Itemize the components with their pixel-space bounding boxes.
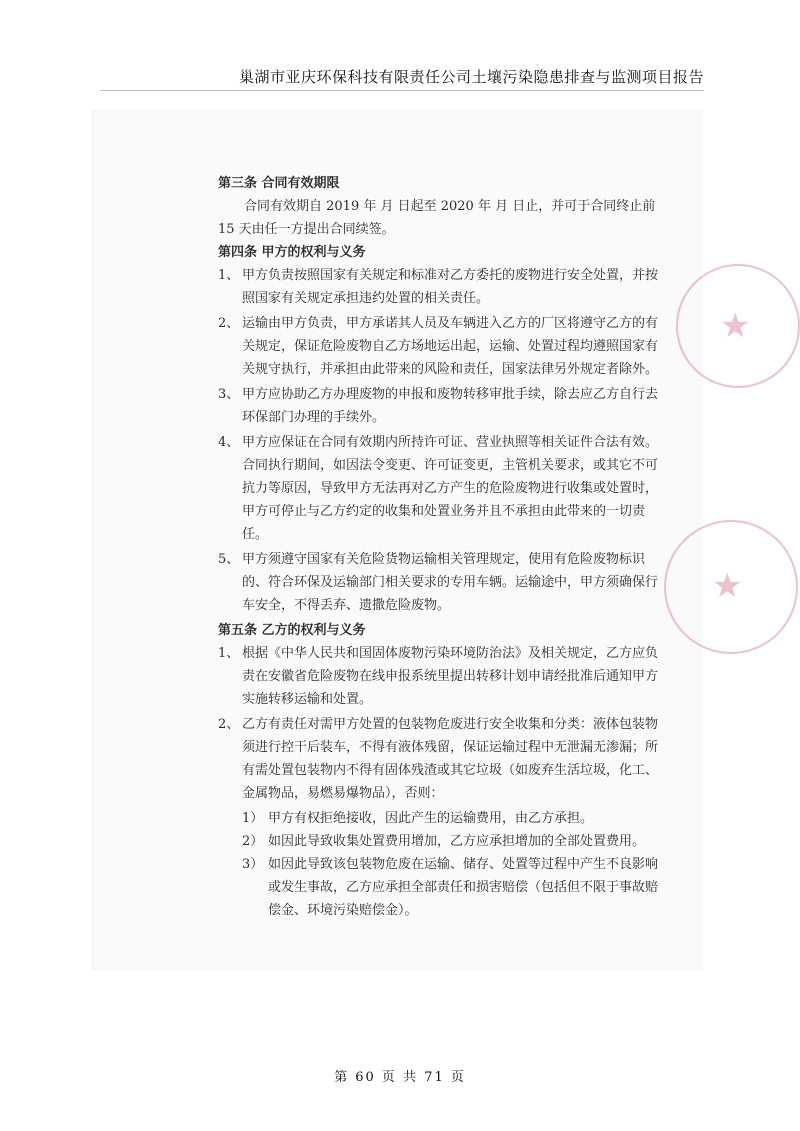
- article-5-item: [218, 713, 663, 805]
- article-5-subitem: [242, 807, 663, 830]
- article-3-title: 第三条 合同有效期限: [218, 176, 340, 191]
- item-text: 甲方应协助乙方办理废物的申报和废物转移审批手续，除去应乙方自行去环保部门办理的手续外。: [242, 387, 659, 425]
- article-5-subitem: [242, 830, 663, 853]
- article-4-item: [218, 431, 663, 546]
- item-text: 甲方应保证在合同有效期内所持许可证、营业执照等相关证件合法有效。合同执行期间，如因法令变更、许可证变更，主管机关要求，或其它不可抗力等原因，导致甲方无法再对乙方产生的危险废物进行收集或处置时，甲方可停止与乙方约定的收集和处置业务并且不承担由此带来的一切责任。: [242, 435, 659, 542]
- subitem-text: 如因此导致该包装物危废在运输、储存、处置等过程中产生不良影响或发生事故，乙方应承担全部责任和损害赔偿（包括但不限于事故赔偿金、环境污染赔偿金）。: [268, 857, 659, 918]
- article-4-item: [218, 312, 663, 381]
- subitem-text: 如因此导致收集处置费用增加，乙方应承担增加的全部处置费用。: [268, 834, 646, 849]
- seal-star-icon: ★: [720, 306, 751, 346]
- subitem-number: 3）: [242, 857, 264, 872]
- page-number: 第 60 页 共 71 页: [334, 1070, 466, 1085]
- item-number: 5、: [218, 552, 240, 567]
- article-3-text: 合同有效期自 2019 年 月 日起至 2020 年 月 日止，并可于合同终止前 15 天由任一方提出合同续签。: [218, 199, 656, 237]
- article-4-item: [218, 383, 663, 429]
- item-text: 甲方负责按照国家有关规定和标准对乙方委托的废物进行安全处置，并按照国家有关规定承担违约处置的相关责任。: [242, 268, 659, 306]
- article-4-title: 第四条 甲方的权利与义务: [218, 245, 366, 260]
- article-4-item: [218, 548, 663, 617]
- item-text: 运输由甲方负责，甲方承诺其人员及车辆进入乙方的厂区将遵守乙方的有关规定，保证危险废物自乙方场地运出起，运输、处置过程均遵照国家有关规守执行，并承担由此带来的风险和责任，国家法律另外规定者除外。: [242, 316, 659, 377]
- contract-body: [218, 172, 663, 922]
- article-4-item: [218, 264, 663, 310]
- article-5-subitem: [242, 853, 663, 922]
- article-5-title: 第五条 乙方的权利与义务: [218, 623, 366, 638]
- subitem-text: 甲方有权拒绝接收，因此产生的运输费用，由乙方承担。: [268, 811, 594, 826]
- header-divider: [100, 90, 704, 91]
- item-text: 甲方须遵守国家有关危险货物运输相关管理规定，使用有危险废物标识的、符合环保及运输部门相关要求的专用车辆。运输途中，甲方须确保行车安全，不得丢弃、遗撒危险废物。: [242, 552, 659, 613]
- item-number: 2、: [218, 316, 240, 331]
- report-header-title: 巢湖市亚庆环保科技有限责任公司土壤污染隐患排查与监测项目报告: [238, 68, 704, 86]
- item-text: 根据《中华人民共和国固体废物污染环境防治法》及相关规定，乙方应负责在安徽省危险废物在线申报系统里提出转移计划申请经批准后通知甲方实施转移运输和处置。: [242, 646, 659, 707]
- subitem-number: 1）: [242, 811, 264, 826]
- item-text: 乙方有责任对需甲方处置的包装物危废进行安全收集和分类：液体包装物须进行控干后装车，不得有液体残留，保证运输过程中无泄漏无渗漏；所有需处置包装物内不得有固体残渣或其它垃圾（如废弃生活垃圾，化工、金属物品，易燃易爆物品），否则：: [242, 717, 659, 801]
- seal-star-icon: ★: [712, 566, 743, 606]
- item-number: 3、: [218, 387, 240, 402]
- item-number: 2、: [218, 717, 240, 732]
- item-number: 1、: [218, 646, 240, 661]
- item-number: 1、: [218, 268, 240, 283]
- article-5-item: [218, 642, 663, 711]
- subitem-number: 2）: [242, 834, 264, 849]
- item-number: 4、: [218, 435, 240, 450]
